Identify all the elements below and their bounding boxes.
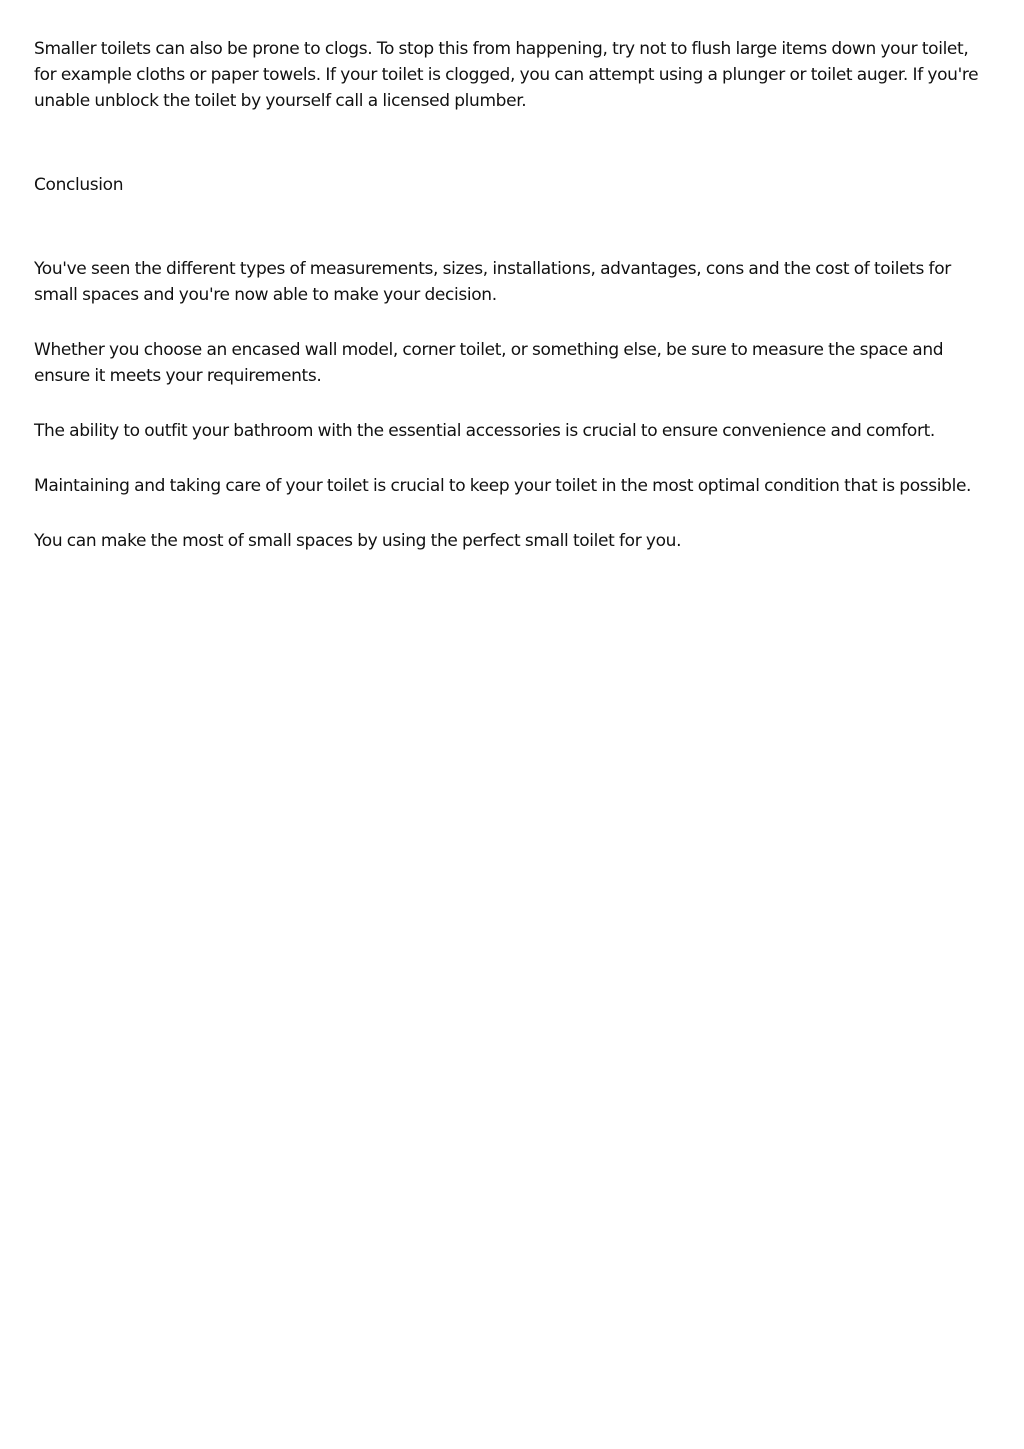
- conclusion-paragraph-1: You've seen the different types of measurements, sizes, installations, advantages, cons and the cost of toilets for small spaces and you're now able to make your decision.: [34, 259, 951, 305]
- conclusion-paragraph-4: Maintaining and taking care of your toilet is crucial to keep your toilet in the most optimal condition that is possible.: [34, 476, 972, 496]
- conclusion-paragraph-2: Whether you choose an encased wall model, corner toilet, or something else, be sure to measure the space and ensure it meets your requirements.: [34, 340, 944, 386]
- conclusion-paragraph-3: The ability to outfit your bathroom with the essential accessories is crucial to ensure convenience and comfort.: [34, 421, 935, 441]
- conclusion-paragraph-5: You can make the most of small spaces by using the perfect small toilet for you.: [34, 531, 682, 551]
- conclusion-heading: Conclusion: [34, 175, 124, 195]
- document-page: [34, 36, 994, 554]
- intro-paragraph: Smaller toilets can also be prone to clogs. To stop this from happening, try not to flush large items down your toilet, for example cloths or paper towels. If your toilet is clogged, you can attempt using a plunger or toilet auger. If you're unable unblock the toilet by yourself call a licensed plumber.: [34, 39, 979, 111]
